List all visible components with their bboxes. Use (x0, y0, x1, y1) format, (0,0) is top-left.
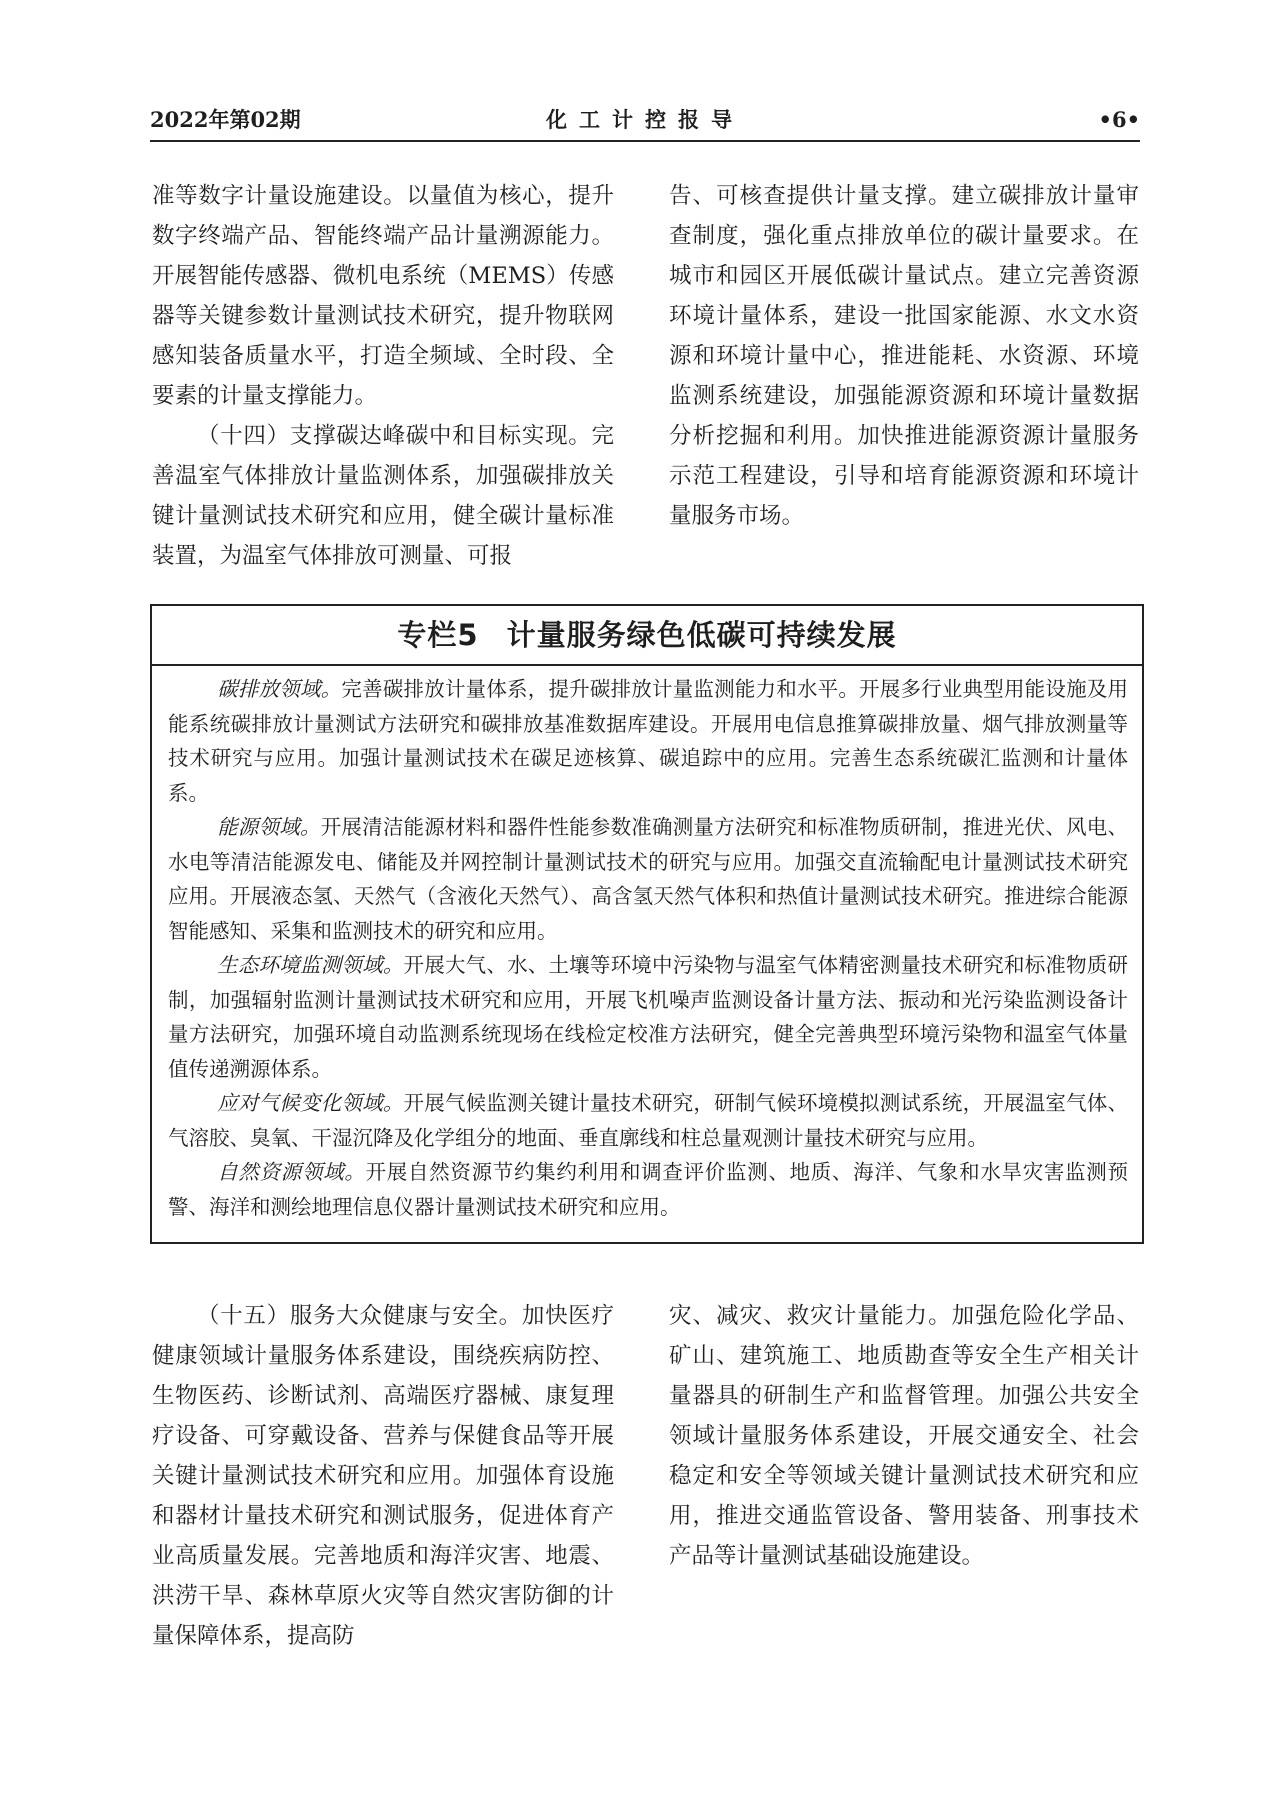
box-item-lead: 能源领域。 (217, 815, 321, 839)
column-bottom-right (669, 1296, 1139, 1576)
box-item-text: 开展自然资源节约集约利用和调查评价监测、地质、海洋、气象和水旱灾害监测预警、海洋和测绘地理信息仪器计量测试技术研究和应用。 (168, 1160, 1129, 1219)
page-number: •6• (1098, 107, 1140, 132)
box-item (168, 1086, 1128, 1155)
box-item (168, 948, 1128, 1086)
box-title (152, 606, 1142, 666)
column-top-right (669, 176, 1139, 536)
box-body (152, 666, 1142, 1224)
box-item-text: 开展大气、水、土壤等环境中污染物与温室气体精密测量技术研究和标准物质研制，加强辐射监测计量测试技术研究和应用，开展飞机噪声监测设备计量方法、振动和光污染监测设备计量方法研究，加强环境自动监测系统现场在线检定校准方法研究，健全完善典型环境污染物和温室气体量值传递溯源体系。 (168, 953, 1129, 1081)
box-item-text: 完善碳排放计量体系，提升碳排放计量监测能力和水平。开展多行业典型用能设施及用能系统碳排放计量测试方法研究和碳排放基准数据库建设。开展用电信息推算碳排放量、烟气排放测量等技术研究与应用。加强计量测试技术在碳足迹核算、碳追踪中的应用。完善生态系统碳汇监测和计量体系。 (168, 677, 1129, 805)
column-top-left (152, 176, 614, 576)
paragraph: 灾、减灾、救灾计量能力。加强危险化学品、矿山、建筑施工、地质勘查等安全生产相关计量器具的研制生产和监督管理。加强公共安全领域计量服务体系建设，开展交通安全、社会稳定和安全等领域关键计量测试技术研究和应用，推进交通监管设备、警用装备、刑事技术产品等计量测试基础设施建设。 (669, 1303, 1139, 1569)
issue-label: 2022年第02期 (150, 107, 301, 132)
box-item-lead: 生态环境监测领域。 (217, 953, 404, 977)
box-item (168, 672, 1128, 810)
box-item-lead: 自然资源领域。 (217, 1160, 366, 1184)
paragraph: 准等数字计量设施建设。以量值为核心，提升数字终端产品、智能终端产品计量溯源能力。开展智能传感器、微机电系统（MEMS）传感器等关键参数计量测试技术研究，提升物联网感知装备质量水平，打造全频域、全时段、全要素的计量支撑能力。 (152, 183, 614, 409)
sidebar-box (150, 604, 1144, 1244)
journal-title: 化工计控报导 (546, 107, 744, 132)
column-bottom-left (152, 1296, 614, 1656)
box-item-text: 开展清洁能源材料和器件性能参数准确测量方法研究和标准物质研制，推进光伏、风电、水电等清洁能源发电、储能及并网控制计量测试技术的研究与应用。加强交直流输配电计量测试技术研究应用。开展液态氢、天然气（含液化天然气）、高含氢天然气体积和热值计量测试技术研究。推进综合能源智能感知、采集和监测技术的研究和应用。 (168, 815, 1129, 943)
box-number: 专栏5 (397, 618, 479, 652)
page-header (150, 98, 1140, 142)
box-item-lead: 碳排放领域。 (217, 677, 342, 701)
paragraph: 告、可核查提供计量支撑。建立碳排放计量审查制度，强化重点排放单位的碳计量要求。在城市和园区开展低碳计量试点。建立完善资源环境计量体系，建设一批国家能源、水文水资源和环境计量中心，推进能耗、水资源、环境监测系统建设，加强能源资源和环境计量数据分析挖掘和利用。加快推进能源资源计量服务示范工程建设，引导和培育能源资源和环境计量服务市场。 (669, 183, 1139, 529)
box-item-lead: 应对气候变化领域。 (217, 1091, 404, 1115)
box-heading: 计量服务绿色低碳可持续发展 (506, 618, 897, 652)
paragraph: （十四）支撑碳达峰碳中和目标实现。完善温室气体排放计量监测体系，加强碳排放关键计量测试技术研究和应用，健全碳计量标准装置，为温室气体排放可测量、可报 (152, 423, 614, 569)
box-item (168, 810, 1128, 948)
box-item-text: 开展气候监测关键计量技术研究，研制气候环境模拟测试系统，开展温室气体、气溶胶、臭氧、干湿沉降及化学组分的地面、垂直廓线和柱总量观测计量技术研究与应用。 (168, 1091, 1129, 1150)
box-item (168, 1155, 1128, 1224)
paragraph: （十五）服务大众健康与安全。加快医疗健康领域计量服务体系建设，围绕疾病防控、生物医药、诊断试剂、高端医疗器械、康复理疗设备、可穿戴设备、营养与保健食品等开展关键计量测试技术研究和应用。加强体育设施和器材计量技术研究和测试服务，促进体育产业高质量发展。完善地质和海洋灾害、地震、洪涝干旱、森林草原火灾等自然灾害防御的计量保障体系，提高防 (152, 1303, 614, 1649)
